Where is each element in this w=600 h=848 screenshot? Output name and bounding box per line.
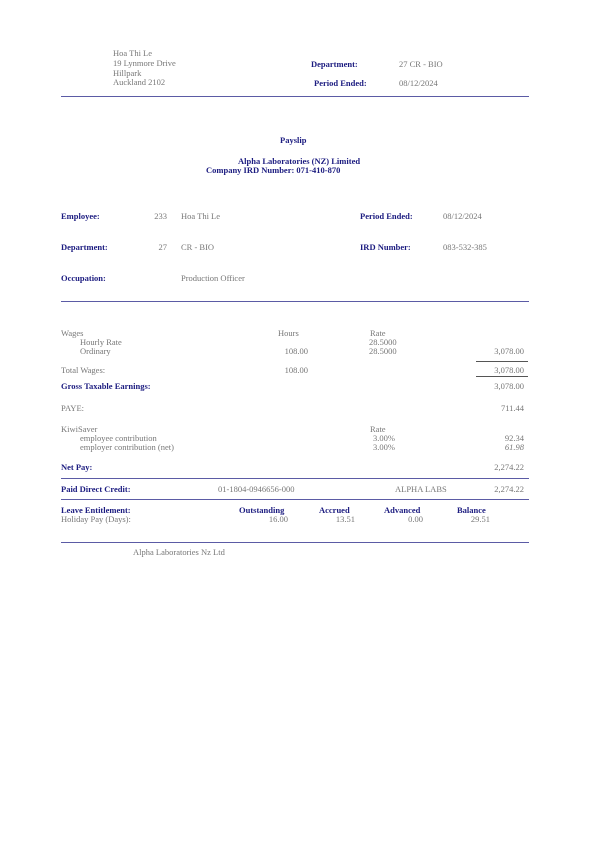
ird-number-value: 083-532-385 bbox=[443, 242, 487, 252]
occupation-value: Production Officer bbox=[181, 273, 245, 283]
rate-header: Rate bbox=[370, 328, 386, 338]
paye-amount: 711.44 bbox=[500, 403, 524, 413]
address-line1: 19 Lynmore Drive bbox=[113, 58, 176, 68]
paye-label: PAYE: bbox=[61, 403, 84, 413]
outstanding-header: Outstanding bbox=[239, 505, 285, 515]
holiday-pay-label: Holiday Pay (Days): bbox=[61, 514, 131, 524]
ordinary-amount: 3,078.00 bbox=[494, 346, 524, 356]
accrued-header: Accrued bbox=[319, 505, 350, 515]
payslip-title: Payslip bbox=[280, 135, 307, 145]
department-name: CR - BIO bbox=[181, 242, 215, 252]
advanced-header: Advanced bbox=[384, 505, 421, 515]
total-wages-amount: 3,078.00 bbox=[494, 365, 524, 375]
department-label: Department: bbox=[61, 242, 108, 252]
period-ended-label: Period Ended: bbox=[360, 211, 413, 221]
footer-company: Alpha Laboratories Nz Ltd bbox=[133, 547, 225, 557]
department-number: 27 bbox=[158, 242, 167, 252]
holiday-accrued: 13.51 bbox=[335, 514, 355, 524]
divider-top bbox=[61, 96, 529, 97]
employee-contribution-amount: 92.34 bbox=[504, 433, 524, 443]
hours-header: Hours bbox=[278, 328, 299, 338]
holiday-outstanding: 16.00 bbox=[268, 514, 288, 524]
kiwisaver-rate-header: Rate bbox=[370, 424, 386, 434]
company-ird: Company IRD Number: 071-410-870 bbox=[206, 165, 341, 175]
kiwisaver-label: KiwiSaver bbox=[61, 424, 98, 434]
period-ended-value: 08/12/2024 bbox=[443, 211, 482, 221]
gross-earnings-label: Gross Taxable Earnings: bbox=[61, 381, 151, 391]
ordinary-hours: 108.00 bbox=[284, 346, 308, 356]
address-line3: Auckland 2102 bbox=[113, 77, 166, 87]
company-name: Alpha Laboratories (NZ) Limited bbox=[238, 156, 361, 166]
direct-credit-reference: ALPHA LABS bbox=[395, 484, 447, 494]
top-department-value: 27 CR - BIO bbox=[399, 59, 443, 69]
address-line2: Hillpark bbox=[113, 68, 142, 78]
balance-header: Balance bbox=[457, 505, 486, 515]
subtotal-rule bbox=[476, 361, 528, 362]
employee-contribution-rate: 3.00% bbox=[373, 433, 395, 443]
employee-contribution-label: employee contribution bbox=[80, 433, 157, 443]
divider-bottom bbox=[61, 542, 529, 543]
top-department-label: Department: bbox=[311, 59, 358, 69]
total-wages-hours: 108.00 bbox=[284, 365, 308, 375]
gross-earnings-amount: 3,078.00 bbox=[494, 381, 524, 391]
total-rule bbox=[476, 376, 528, 377]
wages-label: Wages bbox=[61, 328, 84, 338]
direct-credit-account: 01-1804-0946656-000 bbox=[218, 484, 295, 494]
holiday-balance: 29.51 bbox=[470, 514, 490, 524]
employer-contribution-amount: 61.98 bbox=[504, 442, 524, 452]
occupation-label: Occupation: bbox=[61, 273, 106, 283]
ird-number-label: IRD Number: bbox=[360, 242, 411, 252]
employer-contribution-rate: 3.00% bbox=[373, 442, 395, 452]
divider-direct-credit-bottom bbox=[61, 499, 529, 500]
top-period-value: 08/12/2024 bbox=[399, 78, 438, 88]
ordinary-rate: 28.5000 bbox=[369, 346, 397, 356]
address-name: Hoa Thi Le bbox=[113, 48, 153, 58]
divider-details bbox=[61, 301, 529, 302]
ordinary-label: Ordinary bbox=[80, 346, 111, 356]
employer-contribution-label: employer contribution (net) bbox=[80, 442, 174, 452]
direct-credit-amount: 2,274.22 bbox=[494, 484, 524, 494]
net-pay-label: Net Pay: bbox=[61, 462, 93, 472]
hourly-rate-value: 28.5000 bbox=[369, 337, 397, 347]
employee-name: Hoa Thi Le bbox=[181, 211, 221, 221]
holiday-advanced: 0.00 bbox=[408, 514, 423, 524]
net-pay-amount: 2,274.22 bbox=[494, 462, 524, 472]
employee-number: 233 bbox=[154, 211, 167, 221]
top-period-label: Period Ended: bbox=[314, 78, 367, 88]
employee-label: Employee: bbox=[61, 211, 100, 221]
divider-direct-credit-top bbox=[61, 478, 529, 479]
leave-label: Leave Entitlement: bbox=[61, 505, 131, 515]
total-wages-label: Total Wages: bbox=[61, 365, 106, 375]
direct-credit-label: Paid Direct Credit: bbox=[61, 484, 131, 494]
hourly-rate-label: Hourly Rate bbox=[80, 337, 122, 347]
